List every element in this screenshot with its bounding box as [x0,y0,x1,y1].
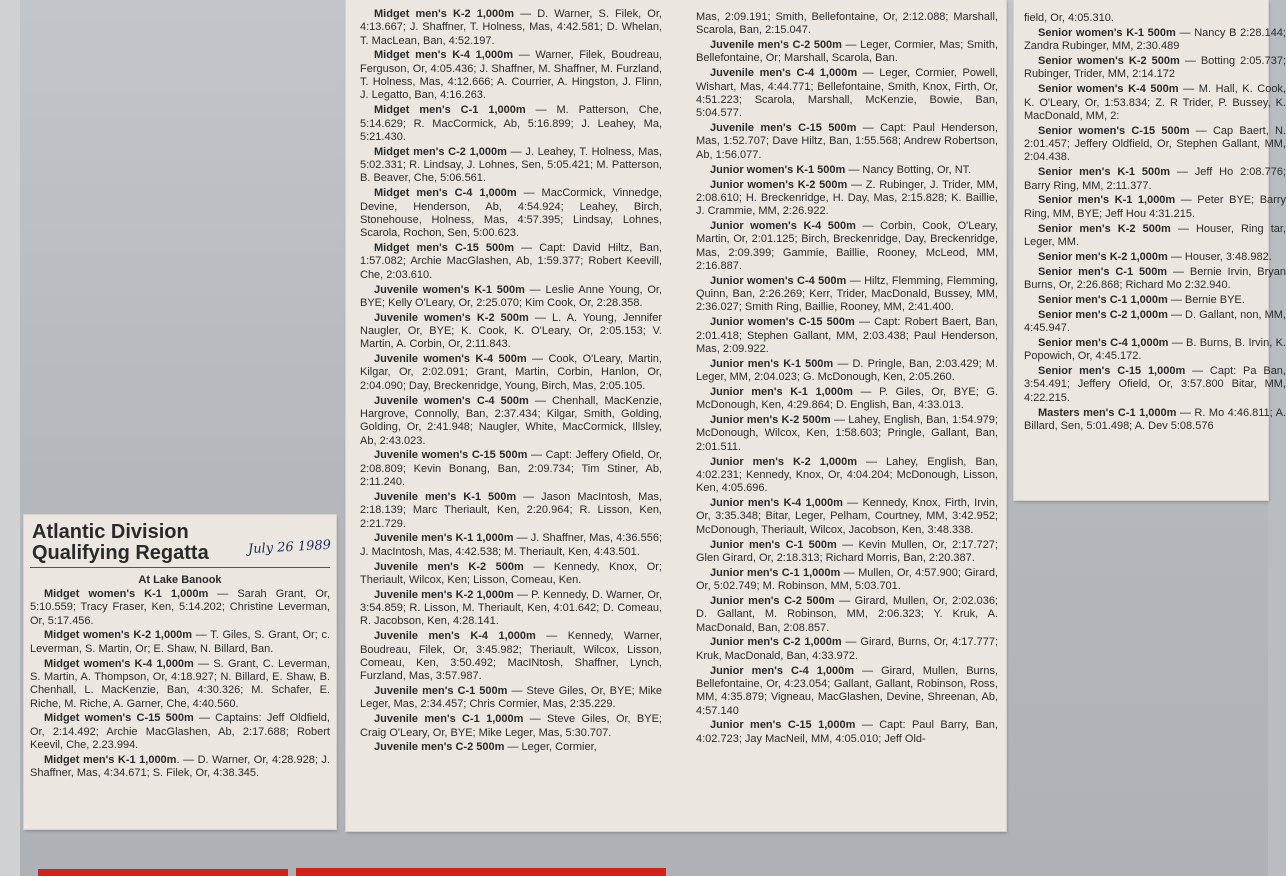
event-name: Midget women's K-2 1,000m [44,629,193,642]
result-entry [1024,166,1286,193]
red-tape-left [38,869,288,876]
event-name: Senior men's C-1 1,000m [1038,293,1168,306]
result-entry [696,497,998,537]
result-entry [30,629,330,656]
event-name: Junior women's C-4 500m [710,274,847,287]
event-result: — Lahey, English, Ban, 1:54.979; McDonough, Wilcox, Ken, 1:58.603; Pringle, Gallant, Ban, 2:01.511. [696,414,998,453]
result-entry [696,220,998,273]
event-name: Juvenile women's K-2 500m [374,311,529,324]
result-entry [360,491,662,531]
event-result: — Capt: Pa Ban, 3:54.491; Jeffery Ofield, Or, 3:57.800 Bitar, MM, 4:22.215. [1024,365,1286,404]
result-entry [1024,266,1286,293]
event-name: Midget women's K-4 1,000m [44,657,194,670]
event-name: Midget men's C-15 500m [374,242,515,255]
page-edge [0,0,20,876]
event-name: Juvenile men's C-1 1,000m [374,713,524,726]
event-name: Junior men's K-4 1,000m [710,497,843,510]
subheading: At Lake Banook [138,574,222,586]
result-entry [696,39,998,66]
result-entry [1024,309,1286,336]
event-result: — Houser, Ring tar, Leger, MM. [1024,222,1286,248]
result-entry [696,595,998,635]
event-name: Juvenile men's K-4 1,000m [374,630,536,643]
result-entry [696,275,998,315]
result-entry [696,539,998,566]
event-name: Junior men's K-2 1,000m [710,455,858,468]
result-entry [360,561,662,588]
event-name: Senior women's K-2 500m [1038,55,1180,68]
event-result: — D. Gallant, non, MM, 4:45.947. [1024,308,1286,335]
event-name: Senior men's C-15 1,000m [1038,365,1186,378]
event-name: Senior women's C-15 500m [1038,124,1190,137]
event-result: — Capt: David Hiltz, Ban, 1:57.082; Archie MacGlashen, Ab, 1:59.377; Robert Keevill, Che, 2:03.610. [360,242,662,281]
result-entry [696,636,998,663]
event-name: Junior men's K-1 1,000m [710,385,853,398]
event-result: — P. Giles, Or, BYE; G. McDonough, Ken, 4:29.864; D. English, Ban, 4:33.013. [696,385,999,412]
event-result: — Girard, Mullen, Burns, Bellefontaine, Or, 4:23.054; Gallant, Gallant, Robinson, Ross, MM, 4:35.879; Vigneau, MacGlashen, Devine, Shreenan, Ab, 4:57.140 [696,664,999,717]
result-entry [1024,294,1286,307]
result-entry [1024,125,1286,165]
result-entry [1024,27,1286,54]
event-result: — Z. Rubinger, J. Trider, MM, 2:08.610; H. Breckenridge, H. Day, Mas, 2:15.828; K. Baillie, J. Crammie, MM, 2:26.922. [696,178,998,218]
event-result: — Capt: Paul Barry, Ban, 4:02.723; Jay MacNeil, MM, 4:05.010; Jeff Old- [696,719,998,745]
event-name: Juvenile men's C-4 1,000m [710,67,858,80]
event-result: — P. Kennedy, D. Warner, Or, 3:54.859; R. Lisson, M. Theriault, Ken, 4:01.642; D. Comeau, R. Jacobson, Ken, 4:28.141. [360,588,663,628]
event-result: — Botting 2:05.737; Rubinger, Trider, MM, 2:14.172 [1024,55,1286,81]
event-name: Junior men's C-4 1,000m [710,664,855,677]
event-name: Junior men's C-1 1,000m [710,566,841,579]
result-entry [360,713,662,740]
event-result: — MacCormick, Vinnedge, Devine, Henderson, Ab, 4:54.924; Leahey, Birch, Stonehouse, Holness, Mas, 4:57.395; Lindsay, Lohnes, Scarola, Rochon, Sen, 5:00.623. [360,187,662,240]
result-entry [1024,55,1286,82]
result-entry [1024,194,1286,221]
event-name: Junior men's K-1 500m [710,357,834,370]
event-result: field, Or, 4:05.310. [1024,12,1114,24]
result-entry [360,685,662,712]
event-name: Midget men's C-1 1,000m [374,104,526,117]
event-name: Junior women's K-1 500m [710,163,846,176]
event-name: Midget men's K-4 1,000m [374,49,513,62]
result-entry [696,164,998,177]
event-name: Junior men's C-2 1,000m [710,636,842,649]
event-result: — Lahey, English, Ban, 4:02.231; Kennedy, Knox, Or, 4:04.204; McDonough, Lisson, Ken, 4:05.696. [696,455,998,495]
event-result: — Sarah Grant, Or, 5:10.559; Tracy Fraser, Ken, 5:14.202; Christine Leverman, Or, 5:17.456. [30,588,330,627]
event-name: Juvenile men's C-15 500m [710,122,857,135]
event-result: — Jason MacIntosh, Mas, 2:18.139; Marc Theriault, Ken, 2:20.964; R. Lisson, Ken, 2:21.729. [360,490,663,530]
result-entry [1024,251,1286,264]
event-name: Juvenile women's C-4 500m [374,394,529,407]
result-entry [1024,337,1286,364]
result-entry [696,358,998,385]
event-name: Junior women's C-15 500m [710,316,855,329]
headline-rule [30,567,330,568]
event-name: Juvenile men's K-1 500m [374,490,517,503]
event-result: — L. A. Young, Jennifer Naugler, Or, BYE; K. Cook, K. O'Leary, Or, 2:05.153; V. Martin, A. Corbin, Or, 2:11.843. [360,311,662,351]
handwritten-date: July 26 1989 [247,537,332,558]
results-column-d [1024,12,1286,498]
results-column-c [696,11,998,829]
event-result: — Girard, Burns, Or, 4:17.777; Kruk, MacDonald, Ban, 4:33.972. [696,636,998,662]
event-name: Masters men's C-1 1,000m [1038,406,1177,419]
result-entry [360,630,662,683]
result-entry [360,532,662,559]
result-entry [360,187,662,240]
event-name: Juvenile women's K-4 500m [374,353,527,366]
result-entry [696,67,998,120]
event-result: — Steve Giles, Or, BYE; Mike Leger, Mas, 2:34.457; Chris Cormier, Mas, 2:35.229. [360,685,662,711]
event-result: — R. Mo 4:46.811; A. Billard, Sen, 5:01.498; A. Dev 5:08.576 [1024,406,1286,432]
result-entry [30,754,330,781]
event-result: — B. Burns, B. Irvin, K. Popowich, Or, 4:45.172. [1024,336,1286,363]
results-column-b [360,8,662,828]
event-result: — Bernie Irvin, Bryan Burns, Or, 2:26.868; Richard Mo 2:32.940. [1024,265,1286,291]
event-name: Senior men's C-1 500m [1038,265,1168,278]
event-result: — T. Giles, S. Grant, Or; c. Leverman, S. Martin, Or; E. Shaw, N. Billard, Ban. [30,629,330,655]
event-result: — Jeff Ho 2:08.776; Barry Ring, MM, 2:11.377. [1024,166,1286,192]
result-entry [1024,12,1286,25]
headline-line2: Qualifying Regatta [32,542,209,564]
event-result: — Bernie BYE. [1167,293,1245,306]
event-name: Senior men's C-4 1,000m [1038,336,1169,349]
event-result: — Cap Baert, N. 2:01.457; Jeffery Oldfield, Or, Stephen Gallant, MM, 2:04.438. [1024,124,1286,164]
event-result: — Mullen, Or, 4:57.900; Girard, Or, 5:02.749; M. Robinson, MM, 5:03.701. [696,566,998,593]
event-name: Juvenile men's K-2 500m [374,560,524,573]
event-result: — Leslie Anne Young, Or, BYE; Kelly O'Leary, Or, 2:25.070; Kim Cook, Or, 2:28.358. [360,283,662,309]
result-entry [1024,365,1286,405]
result-entry [696,456,998,496]
event-result: — Capt: Robert Baert, Ban, 2:01.418; Stephen Gallant, MM, 2:03.438; Paul Henderson, Mas, 2:09.922. [696,316,998,355]
event-result: — Nancy Botting, Or, NT. [845,163,972,176]
event-result: — D. Warner, S. Filek, Or, 4:13.667; J. Shaffner, T. Holness, Mas, 4:42.581; D. Whelan, T. MacLean, Ban, 4:52.197. [360,8,662,47]
event-result: — Steve Giles, Or, BYE; Craig O'Leary, Or, BYE; Mike Leger, Mas, 5:30.707. [360,713,663,739]
event-name: Juvenile women's K-1 500m [374,283,525,296]
event-name: Midget women's K-1 1,000m [44,588,209,600]
event-name: Midget men's C-2 1,000m [374,145,507,158]
clipping-middle [346,0,1006,831]
result-entry [696,665,998,718]
result-entry [1024,83,1286,123]
event-name: Juvenile men's C-2 500m [710,39,842,52]
event-name: Junior women's K-4 500m [710,220,856,233]
result-entry [30,712,330,752]
headline-line1: Atlantic Division [32,521,189,543]
event-result: — Kennedy, Knox, Firth, Irvin, Or, 3:35.348; Bitar, Leger, Pelham, Courtney, MM, 3:42.952; McDonough, Theriault, Wilcox, Jacobson, Ken, 3:48.338. [696,497,999,536]
event-result: — Leger, Cormier, Mas; Smith, Bellefontaine, Or; Marshall, Scarola, Ban. [696,39,999,65]
event-result: — M. Hall, K. Cook, K. O'Leary, Or, 1:53.834; Z. R Trider, P. Bussey, K. MacDonald, MM, 2: [1024,83,1286,122]
event-result: Mas, 2:09.191; Smith, Bellefontaine, Or, 2:12.088; Marshall, Scarola, Ban, 2:15.047. [696,11,998,37]
event-name: Senior men's K-1 1,000m [1038,194,1176,207]
clipping-right [1014,0,1286,500]
result-entry [696,414,998,454]
event-name: Senior men's K-1 500m [1038,166,1171,179]
event-name: Senior men's K-2 1,000m [1038,250,1168,263]
event-result: . — D. Warner, Or, 4:28.928; J. Shaffner, Mas, 4:34.671; S. Filek, Or, 4:38.345. [30,753,330,780]
event-name: Junior women's K-2 500m [710,178,848,191]
event-name: Juvenile men's C-2 500m [374,741,505,754]
event-result: — Capt: Jeffery Ofield, Or, 2:08.809; Kevin Bonang, Ban, 2:09.734; Tim Stiner, Ab, 2:11.240. [360,449,662,489]
event-result: — Cook, O'Leary, Martin, Kilgar, Or, 2:02.091; Grant, Martin, Corbin, Hanlon, Or, 2:04.090; Day, Breckenridge, Young, Birch, Mas, 2:05.105. [360,353,662,392]
event-result: — Kennedy, Warner, Boudreau, Filek, Or, 3:45.982; Theriault, Wilcox, Lisson, Comeau, Ken, 3:50.492; MacINtosh, Shaffner, Lynch, Furzland, Mas, 3:57.987. [360,630,663,683]
result-entry [360,242,662,282]
event-result: — Hiltz, Flemming, Flemming, Quinn, Ban, 2:26.269; Kerr, Trider, MacDonald, Bussey, MM, 2:36.027; Smith Ring, Baillie, Rooney, MM, 2:41.400. [696,274,999,314]
result-entry [360,353,662,393]
event-result: — Nancy B 2:28.144; Zandra Rubinger, MM, 2:30.489 [1024,26,1286,53]
event-result: — Leger, Cormier, Powell, Wishart, Mas, 4:44.771; Bellefontaine, Smith, Knox, Firth, Or, 4:51.223; Scarola, Marshall, McKenzie, Bowie, Ban, 5:04.577. [696,67,998,120]
event-result: — Capt: Paul Henderson, Mas, 1:52.707; Dave Hiltz, Ban, 1:55.568; Andrew Robertson, Ab, 1:56.077. [696,122,998,161]
result-entry [30,658,330,711]
event-name: Midget men's K-1 1,000m [44,753,177,766]
result-entry [360,741,662,754]
result-entry [360,284,662,311]
event-name: Juvenile men's K-2 1,000m [374,588,514,601]
results-column-a [30,588,330,826]
event-name: Juvenile men's C-1 500m [374,685,508,698]
event-name: Juvenile men's K-1 1,000m [374,532,514,545]
event-name: Senior women's K-1 500m [1038,26,1176,39]
result-entry [360,395,662,448]
result-entry [360,449,662,489]
result-entry [360,104,662,144]
event-result: — J. Shaffner, Mas, 4:36.556; J. MacIntosh, Mas, 4:42.538; M. Theriault, Ken, 4:43.501. [360,532,662,558]
event-name: Junior men's C-2 500m [710,594,835,607]
event-name: Senior men's C-2 1,000m [1038,308,1168,321]
event-result: — Kennedy, Knox, Or; Theriault, Wilcox, Ken; Lisson, Comeau, Ken. [360,560,662,586]
event-name: Midget women's C-15 500m [44,712,194,725]
event-name: Midget men's K-2 1,000m [374,8,515,20]
event-name: Senior women's K-4 500m [1038,83,1179,96]
event-result: — Chenhall, MacKenzie, Hargrove, Connolly, Ban, 2:37.434; Kilgar, Smith, Golding, Golding, Or, 2:41.948; Naugler, White, MacCormick, Illsley, Ab, 2:43.023. [360,394,662,447]
event-result: — Houser, 3:48.982. [1167,250,1272,263]
event-result: — M. Patterson, Che, 5:14.629; R. MacCormick, Ab, 5:16.899; J. Leahey, Ma, 5:21.430. [360,104,662,143]
result-entry [360,49,662,102]
event-result: — Kevin Mullen, Or, 2:17.727; Glen Girard, Or, 2:18.313; Richard Morris, Ban, 2:20.387. [696,538,998,564]
result-entry [30,588,330,628]
result-entry [360,146,662,186]
event-result: — Leger, Cormier, [504,741,597,754]
result-entry [696,11,998,38]
event-result: — Captains: Jeff Oldfield, Or, 2:14.492; Archie MacGlashen, Ab, 2:17.688; Robert Keevil, Che, 2.23.994. [30,712,330,752]
event-name: Junior men's K-2 500m [710,414,831,427]
event-result: — Peter BYE; Barry Ring, MM, BYE; Jeff Hou 4:31.215. [1024,194,1286,220]
event-name: Juvenile women's C-15 500m [374,449,528,462]
result-entry [360,8,662,48]
event-result: — Corbin, Cook, O'Leary, Martin, Or, 2:01.125; Birch, Breckenridge, Day, Breckenridge, Mas, 2:09.399; Gammie, Baillie, Rooney, McLeod, MM, 2:16.887. [696,220,998,272]
event-result: — S. Grant, C. Leverman, S. Martin, A. Thompson, Or, 4:18.927; N. Billard, E. Shaw, B. Chenhall, L. MacKenzie, Ban, 4:30.326; M. Schafer, E. Riche, M. Riche, A. Garner, Che, 4:40.560. [30,657,331,710]
result-entry [1024,407,1286,434]
event-result: — Warner, Filek, Boudreau, Ferguson, Or, 4:05.436; J. Shaffner, M. Shaffner, M. Furzland, T. Holness, Mas, 4:12.666; A. Courrier, A. Hingston, J. Flinn, J. Legatto, Ban, 4:16.263. [360,49,662,102]
event-name: Junior men's C-1 500m [710,538,837,551]
event-name: Senior men's K-2 500m [1038,222,1171,235]
result-entry [696,122,998,162]
clipping-left [24,515,336,829]
result-entry [696,719,998,746]
event-result: — Girard, Mullen, Or, 2:02.036; D. Gallant, M. Robinson, MM, 2:06.323; Y. Kruk, A. MacDonald, Ban, 2:08.857. [696,594,998,634]
red-tape-right [296,868,666,876]
result-entry [696,316,998,356]
result-entry [360,312,662,352]
event-name: Junior men's C-15 1,000m [710,719,856,732]
result-entry [360,589,662,629]
result-entry [696,179,998,219]
event-result: — J. Leahey, T. Holness, Mas, 5:02.331; R. Lindsay, J. Lohnes, Sen, 5:05.421; M. Patterson, B. Beaver, Che, 5:06.561. [360,145,662,185]
event-name: Midget men's C-4 1,000m [374,187,517,200]
result-entry [696,567,998,594]
result-entry [1024,223,1286,250]
event-result: — D. Pringle, Ban, 2:03.429; M. Leger, MM, 2:04.023; G. McDonough, Ken, 2:05.260. [696,357,999,384]
result-entry [696,386,998,413]
